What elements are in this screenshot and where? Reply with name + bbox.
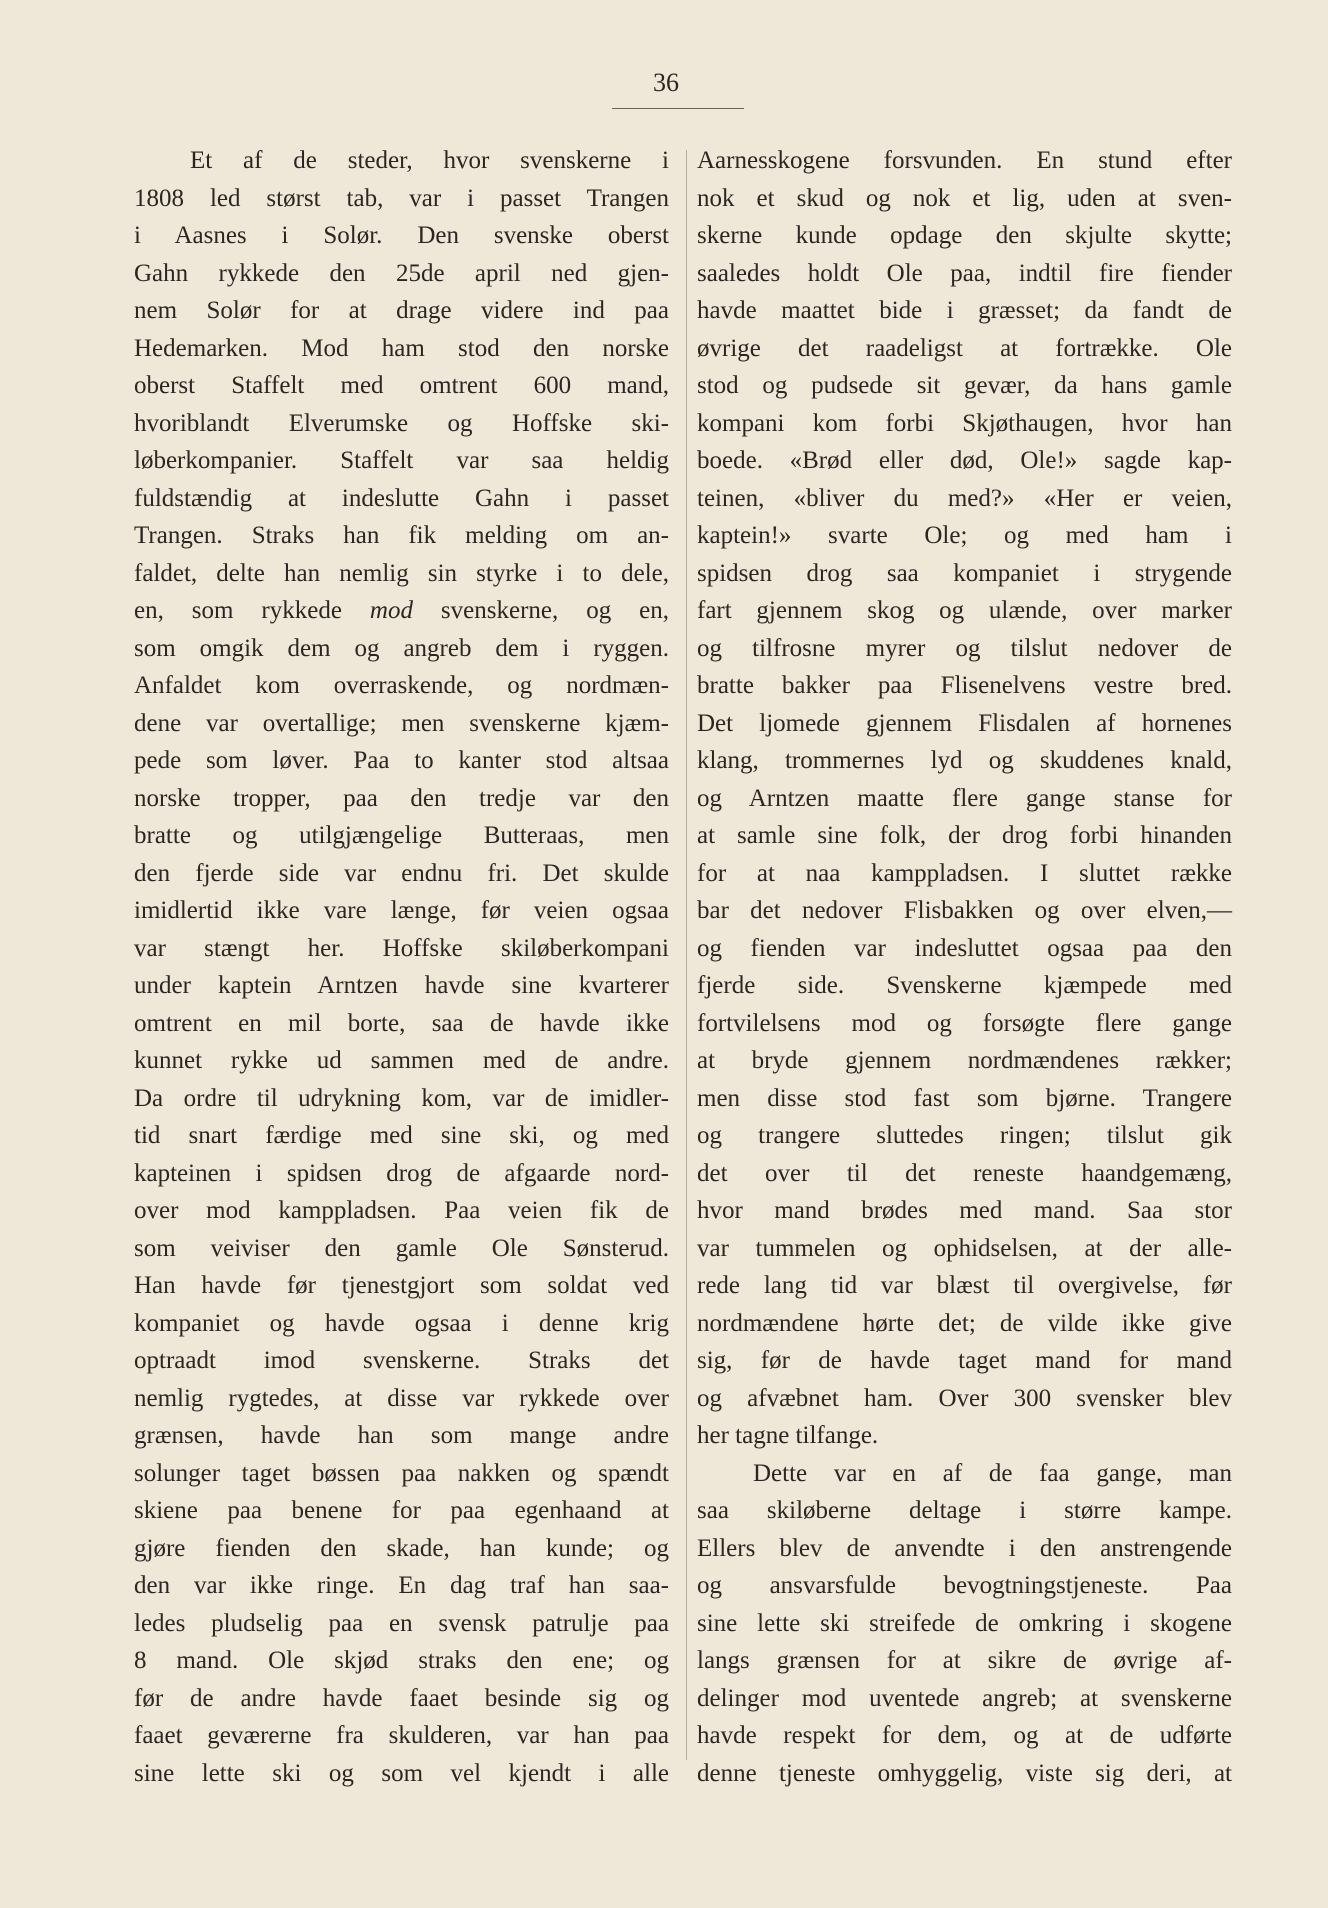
- text-line: nordmændene hørte det; de vilde ikke give: [697, 1309, 1232, 1337]
- text-line: før de andre havde faaet besinde sig og: [134, 1684, 669, 1712]
- column-divider: [686, 150, 687, 1760]
- text-line: var stængt her. Hoffske skiløberkompani: [134, 934, 669, 962]
- page-number: 36: [653, 68, 679, 97]
- text-line: Han havde før tjenestgjort som soldat ved: [134, 1272, 669, 1299]
- text-line: men disse stod fast som bjørne. Trangere: [697, 1084, 1232, 1112]
- text-line: kompani kom forbi Skjøthaugen, hvor han: [697, 409, 1232, 437]
- text-line: havde maattet bide i græsset; da fandt de: [697, 297, 1232, 324]
- text-line: optraadt imod svenskerne. Straks det: [134, 1347, 669, 1374]
- text-line: oberst Staffelt med omtrent 600 mand,: [134, 372, 669, 399]
- text-line: nemlig rygtedes, at disse var rykkede over: [134, 1384, 669, 1412]
- text-line: imidlertid ikke vare længe, før veien ogsaa: [134, 897, 669, 924]
- text-line: pede som løver. Paa to kanter stod altsaa: [134, 747, 669, 774]
- text-line: bratte og utilgjængelige Butteraas, men: [134, 822, 669, 849]
- text-line: dene var overtallige; men svenskerne kjæm-: [134, 709, 669, 737]
- text-line: kapteinen i spidsen drog de afgaarde nord-: [134, 1159, 669, 1187]
- text-line: saa skiløberne deltage i større kampe.: [697, 1497, 1232, 1524]
- text-line: Et af de steder, hvor svenskerne i: [190, 147, 669, 174]
- text-line: 8 mand. Ole skjød straks den ene; og: [134, 1647, 669, 1674]
- text-line: Gahn rykkede den 25de april ned gjen-: [134, 259, 669, 287]
- text-line: teinen, «bliver du med?» «Her er veien,: [697, 484, 1232, 512]
- text-line: Aarnesskogene forsvunden. En stund efter: [697, 147, 1232, 174]
- text-line: skiene paa benene for paa egenhaand at: [134, 1497, 669, 1524]
- text-line: over mod kamppladsen. Paa veien fik de: [134, 1197, 669, 1224]
- text-line: fart gjennem skog og ulænde, over marker: [697, 597, 1232, 624]
- text-line: og Arntzen maatte flere gange stanse for: [697, 784, 1232, 812]
- text-line: fuldstændig at indeslutte Gahn i passet: [134, 484, 669, 512]
- text-line: Ellers blev de anvendte i den anstrengende: [697, 1534, 1232, 1562]
- text-line: delinger mod uventede angreb; at svenskerne: [697, 1684, 1232, 1712]
- text-line: fjerde side. Svenskerne kjæmpede med: [697, 972, 1232, 999]
- text-line: nem Solør for at drage videre ind paa: [134, 297, 669, 324]
- text-line: spidsen drog saa kompaniet i strygende: [697, 559, 1232, 587]
- text-line: boede. «Brød eller død, Ole!» sagde kap-: [697, 447, 1232, 474]
- text-line: at bryde gjennem nordmændenes rækker;: [697, 1047, 1232, 1074]
- text-line: og trangere sluttedes ringen; tilslut gik: [697, 1122, 1232, 1149]
- text-line: denne tjeneste omhyggelig, viste sig deri, at: [697, 1759, 1232, 1787]
- text-line: Det ljomede gjennem Flisdalen af hornenes: [697, 709, 1232, 737]
- text-line: som omgik dem og angreb dem i ryggen.: [134, 634, 669, 662]
- text-line: kaptein!» svarte Ole; og med ham i: [697, 522, 1232, 549]
- text-line: Trangen. Straks han fik melding om an-: [134, 522, 669, 549]
- text-line: og fienden var indesluttet ogsaa paa den: [697, 934, 1232, 962]
- text-line: rede lang tid var blæst til overgivelse, før: [697, 1272, 1232, 1299]
- text-line: 1808 led størst tab, var i passet Trangen: [134, 184, 669, 212]
- left-text-column: [134, 142, 669, 1792]
- text-line: her tagne tilfange.: [697, 1422, 879, 1449]
- text-line: langs grænsen for at sikre de øvrige af-: [697, 1647, 1232, 1674]
- text-line: under kaptein Arntzen havde sine kvarterer: [134, 972, 669, 999]
- text-line: gjøre fienden den skade, han kunde; og: [134, 1534, 669, 1562]
- text-line: bratte bakker paa Flisenelvens vestre bred.: [697, 672, 1232, 699]
- text-line: klang, trommernes lyd og skuddenes knald,: [697, 747, 1232, 774]
- text-line: hvor mand brødes med mand. Saa stor: [697, 1197, 1232, 1224]
- text-line: Dette var en af de faa gange, man: [753, 1459, 1232, 1487]
- text-line: stod og pudsede sit gevær, da hans gamle: [697, 372, 1232, 399]
- text-line: nok et skud og nok et lig, uden at sven-: [697, 184, 1232, 212]
- text-line: saaledes holdt Ole paa, indtil fire fiender: [697, 259, 1232, 287]
- text-line: den var ikke ringe. En dag traf han saa-: [134, 1572, 669, 1599]
- text-line: øvrige det raadeligst at fortrække. Ole: [697, 334, 1232, 362]
- text-line: Da ordre til udrykning kom, var de imidler-: [134, 1084, 669, 1112]
- text-line: sine lette ski og som vel kjendt i alle: [134, 1759, 669, 1787]
- text-line: en, som rykkede mod svenskerne, og en,: [134, 597, 669, 624]
- text-line: og ansvarsfulde bevogtningstjeneste. Paa: [697, 1572, 1232, 1599]
- text-line: var tummelen og ophidselsen, at der alle-: [697, 1234, 1232, 1262]
- text-line: solunger taget bøssen paa nakken og spændt: [134, 1459, 669, 1487]
- text-line: bar det nedover Flisbakken og over elven,—: [697, 897, 1232, 924]
- text-line: faaet geværerne fra skulderen, var han paa: [134, 1722, 669, 1749]
- text-line: løberkompanier. Staffelt var saa heldig: [134, 447, 669, 474]
- page-number-rule: [612, 108, 744, 109]
- text-line: den fjerde side var endnu fri. Det skulde: [134, 859, 669, 887]
- text-line: og afvæbnet ham. Over 300 svensker blev: [697, 1384, 1232, 1412]
- text-line: i Aasnes i Solør. Den svenske oberst: [134, 222, 669, 249]
- text-line: norske tropper, paa den tredje var den: [134, 784, 669, 812]
- text-line: Hedemarken. Mod ham stod den norske: [134, 334, 669, 362]
- text-line: det over til det reneste haandgemæng,: [697, 1159, 1232, 1187]
- text-line: og tilfrosne myrer og tilslut nedover de: [697, 634, 1232, 662]
- text-line: ledes pludselig paa en svensk patrulje paa: [134, 1609, 669, 1637]
- text-line: Anfaldet kom overraskende, og nordmæn-: [134, 672, 669, 699]
- text-line: grænsen, havde han som mange andre: [134, 1422, 669, 1449]
- text-line: omtrent en mil borte, saa de havde ikke: [134, 1009, 669, 1037]
- text-line: skerne kunde opdage den skjulte skytte;: [697, 222, 1232, 249]
- text-line: sine lette ski streifede de omkring i skogene: [697, 1609, 1232, 1637]
- text-line: at samle sine folk, der drog forbi hinanden: [697, 822, 1232, 849]
- text-line: kompaniet og havde ogsaa i denne krig: [134, 1309, 669, 1337]
- text-line: tid snart færdige med sine ski, og med: [134, 1122, 669, 1149]
- text-line: kunnet rykke ud sammen med de andre.: [134, 1047, 669, 1074]
- text-line: for at naa kamppladsen. I sluttet række: [697, 859, 1232, 887]
- text-line: fortvilelsens mod og forsøgte flere gange: [697, 1009, 1232, 1037]
- right-text-column: [697, 142, 1232, 1792]
- text-line: hvoriblandt Elverumske og Hoffske ski-: [134, 409, 669, 437]
- text-line: faldet, delte han nemlig sin styrke i to dele,: [134, 559, 669, 587]
- text-line: havde respekt for dem, og at de udførte: [697, 1722, 1232, 1749]
- text-line: sig, før de havde taget mand for mand: [697, 1347, 1232, 1374]
- text-line: som veiviser den gamle Ole Sønsterud.: [134, 1234, 669, 1262]
